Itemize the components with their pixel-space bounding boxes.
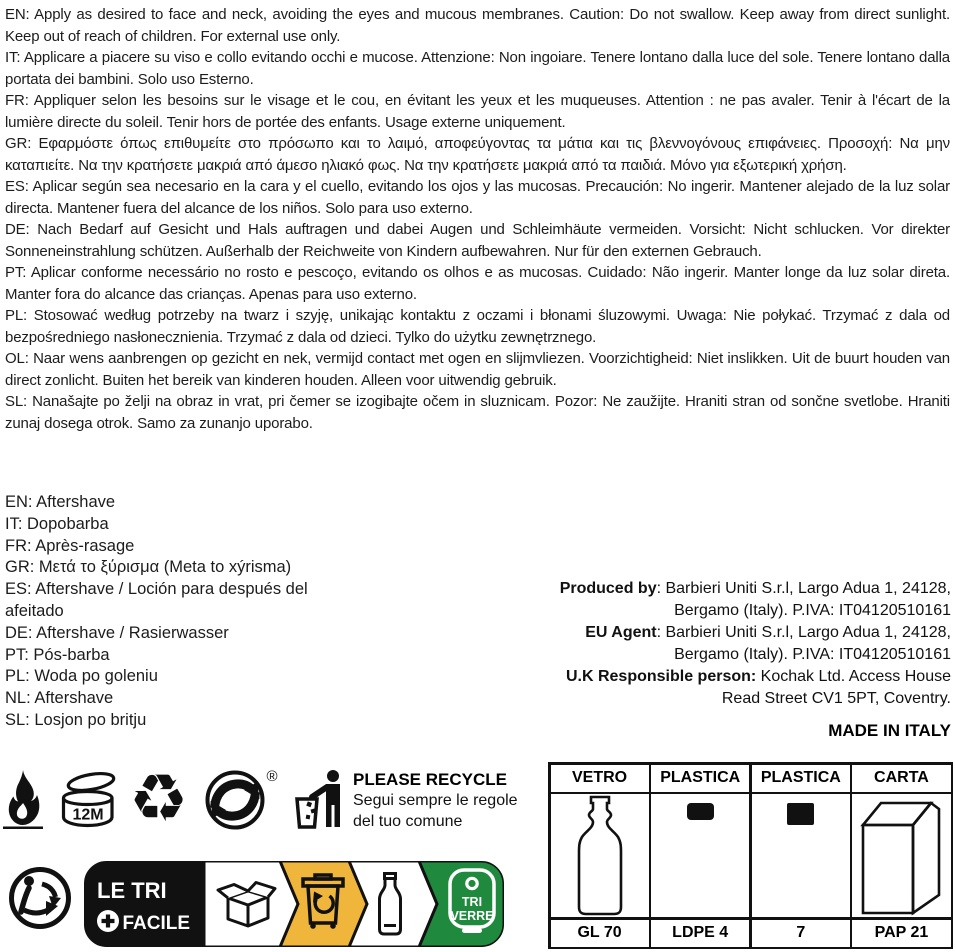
directions-de: DE: Nach Bedarf auf Gesicht und Hals auftragen und dabei Augen und Schleimhäute vermeiden. Vorsicht: Nicht schlucken. Vor direkter Sonneneinstrahlung schützen. Außerhalb der Reichweite von Kindern aufbewahren. Nur für den externen Gebrauch.: [5, 221, 950, 260]
material-header: VETRO: [551, 765, 649, 792]
please-recycle-line: Segui sempre le regole: [353, 792, 518, 809]
product-names-list: [5, 492, 325, 732]
material-header: PLASTICA: [752, 765, 850, 792]
produced-by-text: : Barbieri Uniti S.r.l, Largo Adua 1, 24128,: [656, 580, 951, 597]
uk-person-label: U.K Responsible person:: [565, 668, 757, 685]
materials-column-vetro: [551, 765, 649, 947]
product-name-line: PT: Pós-barba: [5, 645, 110, 664]
product-name-line: afeitado: [5, 601, 64, 620]
material-code: LDPE 4: [651, 920, 749, 947]
material-code: GL 70: [551, 920, 649, 947]
eu-agent-text: : Barbieri Uniti S.r.l, Largo Adua 1, 24128,: [656, 624, 951, 641]
please-recycle-block: [353, 769, 518, 832]
registered-mark: ®: [266, 768, 278, 785]
produced-by-line: [471, 578, 951, 600]
directions-sl: SL: Nanašajte po želji na obraz in vrat, pri čemer se izogibajte očem in sluznicam. Pozor: Ne zaužijte. Hraniti stran od sončne svetlobe. Hraniti zunaj dosega otrok. Samo za zunanjo uporabo.: [5, 393, 950, 432]
materials-column-plastica-2: [752, 765, 850, 947]
please-recycle-title: PLEASE RECYCLE: [353, 770, 507, 789]
eu-agent-line: [471, 622, 951, 644]
directions-es: ES: Aplicar según sea necesario en la cara y el cuello, evitando los ojos y las mucosas. Precaución: No ingerir. Mantener alejado de la luz solar directa. Mantener fuera del alcance de los niños. Solo para uso externo.: [5, 178, 950, 217]
product-name-line: GR: Μετά το ξύρισμα (Meta to xýrisma): [5, 558, 292, 577]
directions-block: [5, 4, 950, 434]
pao-period-text: 12M: [72, 806, 104, 824]
product-name-line: PL: Woda po goleniu: [5, 667, 158, 686]
uk-person-line2: Read Street CV1 5PT, Coventry.: [721, 690, 951, 707]
product-name-line: DE: Aftershave / Rasierwasser: [5, 623, 229, 642]
directions-nl: OL: Naar wens aanbrengen op gezicht en nek, vermijd contact met ogen en slijmvliezen. Voorzichtigheid: Niet inslikken. Uit de buurt houden van direct zonlicht. Buiten het bereik van kinderen houden. Alleen voor uitwendig gebruik.: [5, 350, 950, 389]
tidyman-icon: [295, 769, 349, 834]
product-name-line: FR: Après-rasage: [5, 536, 135, 555]
materials-column-plastica-1: [651, 765, 749, 947]
recycle-mobius-icon: ♻: [129, 761, 189, 835]
uk-person-line: [471, 666, 951, 688]
materials-column-carta: [852, 765, 950, 947]
please-recycle-line: del tuo comune: [353, 813, 463, 830]
product-name-line: EN: Aftershave: [5, 493, 116, 511]
small-cap-icon: [651, 794, 749, 917]
tri-verre-text-line2: VERRE: [450, 909, 494, 923]
material-code: PAP 21: [852, 920, 950, 947]
material-code: 7: [752, 920, 850, 947]
directions-en: EN: Apply as desired to face and neck, avoiding the eyes and mucous membranes. Caution: Do not swallow. Keep away from direct sunlight. Keep out of reach of children. For external use only.: [5, 6, 950, 45]
material-header: PLASTICA: [651, 765, 749, 792]
materials-table: [548, 762, 953, 949]
product-name-line: NL: Aftershave: [5, 689, 114, 708]
le-tri-facile-panel: [84, 861, 504, 952]
made-in-italy: MADE IN ITALY: [828, 721, 951, 740]
producer-block: [471, 578, 951, 741]
directions-gr: GR: Εφαρμόστε όπως επιθυμείτε στο πρόσωπο και το λαιμό, αποφεύγοντας τα μάτια και τις βλεννογόνους επιφάνειες. Προσοχή: Να μην καταπιείτε. Να την κρατήσετε μακριά από άμεσο ηλιακό φως. Να την κρατήσετε μακριά από τα παιδιά. Μόνο για εξωτερική χρήση.: [5, 135, 950, 174]
product-name-line: SL: Losjon po britju: [5, 710, 147, 729]
tri-panel-title-line2: FACILE: [122, 913, 191, 934]
directions-fr: FR: Appliquer selon les besoins sur le visage et le cou, en évitant les yeux et les muqueuses. Attention : ne pas avaler. Tenir à l'écart de la lumière directe du soleil. Tenir hors de portée des enfants. Usage externe uniquement.: [5, 92, 950, 131]
tri-verre-text-line1: TRI: [461, 895, 483, 909]
carton-box-icon: [852, 794, 950, 917]
square-cap-icon: [752, 794, 850, 917]
directions-pl: PL: Stosować według potrzeby na twarz i szyję, unikając kontaktu z oczami i błonami śluzowymi. Uwaga: Nie połykać. Trzymać z dala od bezpośredniego nasłonecznienia. Trzymać z dala od dzieci. Tylko do użytku zewnętrznego.: [5, 307, 950, 346]
product-name-line: ES: Aftershave / Loción para después del: [5, 580, 308, 599]
produced-by-label: Produced by: [559, 580, 657, 597]
triman-icon: [8, 866, 72, 935]
eu-agent-line2: Bergamo (Italy). P.IVA: IT04120510161: [674, 646, 951, 663]
flammable-icon: [3, 769, 43, 834]
material-header: CARTA: [852, 765, 950, 792]
green-dot-icon: [205, 768, 281, 835]
directions-it: IT: Applicare a piacere su viso e collo evitando occhi e mucose. Attenzione: Non ingoiare. Tenere lontano dalla luce del sole. Tenere lontano dalla portata dei bambini. Solo uso Esterno.: [5, 49, 950, 88]
uk-person-text: Kochak Ltd. Access House: [756, 668, 951, 685]
eu-agent-label: EU Agent: [585, 624, 657, 641]
pao-12m-icon: [60, 771, 116, 833]
product-name-line: IT: Dopobarba: [5, 514, 109, 533]
produced-by-line2: Bergamo (Italy). P.IVA: IT04120510161: [674, 602, 951, 619]
tri-panel-title-line1: LE TRI: [97, 878, 167, 903]
glass-bottle-icon: [551, 794, 649, 917]
directions-pt: PT: Aplicar conforme necessário no rosto e pescoço, evitando os olhos e as mucosas. Cuidado: Não ingerir. Manter longe da luz solar direta. Manter fora do alcance das crianças. Apenas para uso externo.: [5, 264, 950, 303]
